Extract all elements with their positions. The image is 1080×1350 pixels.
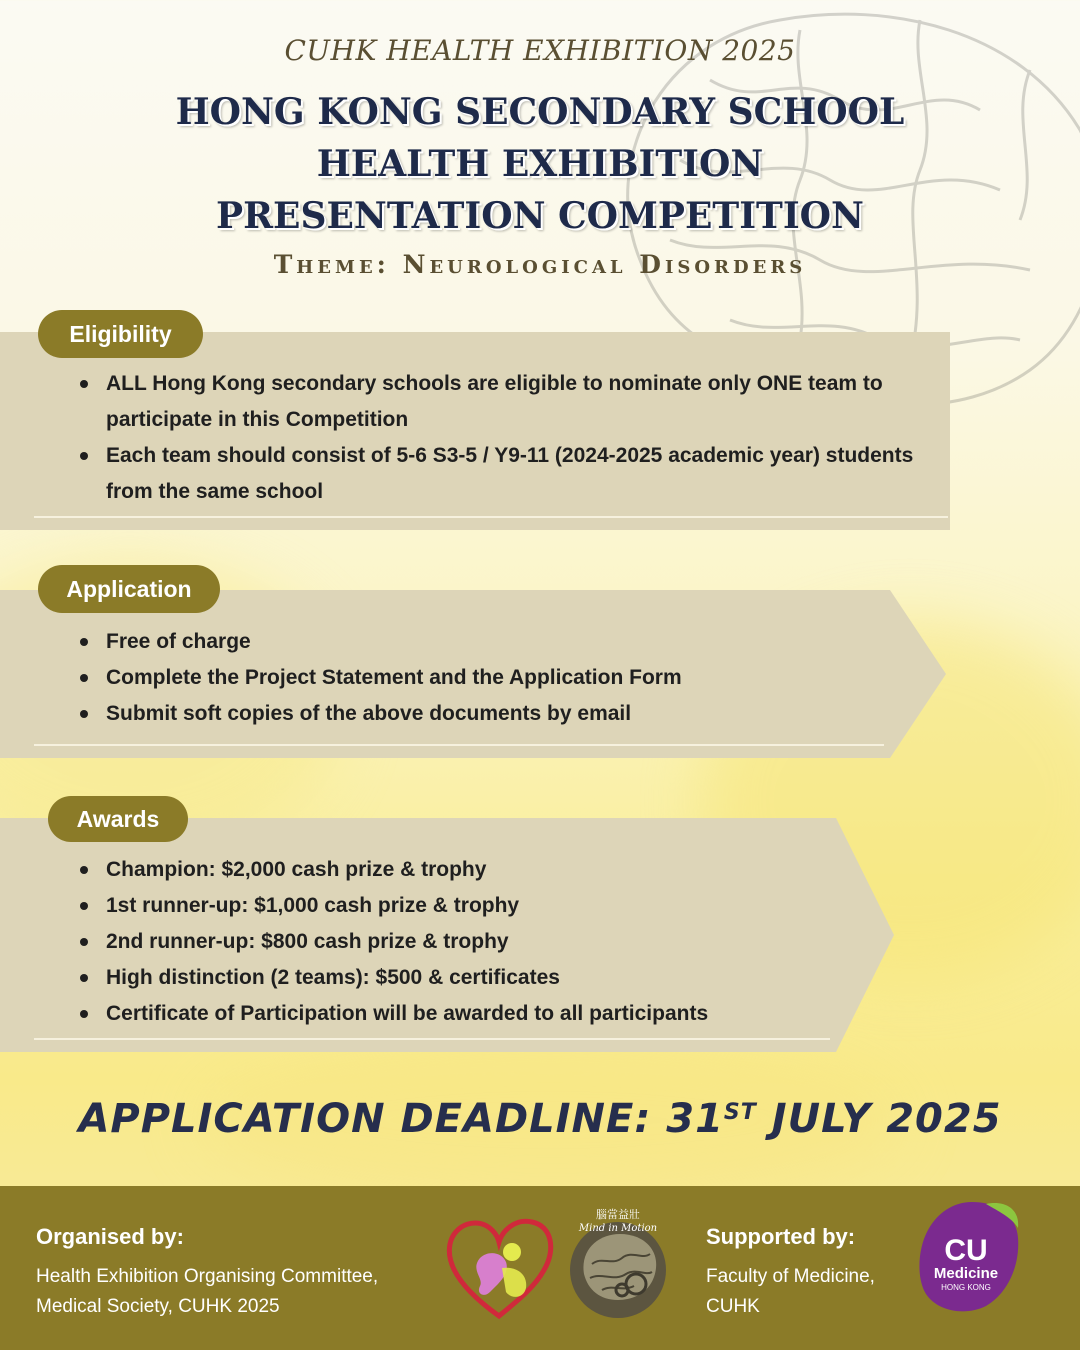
divider-line [34,744,884,746]
list-item: Certificate of Participation will be awarded to all participants [78,996,898,1032]
deadline-prefix: APPLICATION DEADLINE: 31 [78,1096,724,1142]
list-item: 1st runner-up: $1,000 cash prize & trophy [78,888,898,924]
list-item: ALL Hong Kong secondary schools are eligible to nominate only ONE team to participate in this Competition [78,366,958,438]
list-item: Each team should consist of 5-6 S3-5 / Y9-11 (2024-2025 academic year) students from the same school [78,438,958,510]
eligibility-heading: Eligibility [38,310,203,358]
supporter-line: Faculty of Medicine, [706,1266,875,1287]
divider-line [34,516,948,518]
mind-logo-text: Mind in Motion [578,1223,658,1234]
supporter-line: CUHK [706,1296,760,1317]
divider-line [34,1038,830,1040]
awards-heading: Awards [48,796,188,842]
mind-in-motion-logo-icon [562,1204,674,1328]
title-line: HEALTH EXHIBITION [316,143,764,185]
deadline-suffix: JULY 2025 [756,1096,1002,1142]
event-subtitle: CUHK HEALTH EXHIBITION 2025 [284,34,796,67]
deadline-ordinal: ST [723,1100,757,1125]
list-item: High distinction (2 teams): $500 & certificates [78,960,898,996]
supporter-names [706,1262,875,1322]
supported-label: Supported by: [706,1224,856,1249]
application-heading: Application [38,565,220,613]
title-line: HONG KONG SECONDARY SCHOOL [175,91,905,133]
list-item: 2nd runner-up: $800 cash prize & trophy [78,924,898,960]
list-item: Complete the Project Statement and the Application Form [78,660,938,696]
awards-list [78,852,898,1032]
list-item: Submit soft copies of the above documents by email [78,696,938,732]
title-line: PRESENTATION COMPETITION [216,195,864,237]
organised-label: Organised by: [36,1224,184,1249]
application-list [78,624,938,732]
cu-logo-line3: HONG KONG [941,1283,991,1292]
list-item: Free of charge [78,624,938,660]
competition-title [0,86,1080,242]
health-exhibition-logo-icon [440,1208,558,1326]
eligibility-list [78,366,958,510]
theme-line: Theme: Neurological Disorders [273,250,807,279]
organiser-line: Health Exhibition Organising Committee, [36,1266,379,1287]
list-item: Champion: $2,000 cash prize & trophy [78,852,898,888]
organiser-names [36,1262,378,1322]
application-deadline [0,1096,1080,1142]
cu-medicine-logo-icon [914,1198,1024,1318]
footer [0,1186,1080,1350]
mind-logo-cjk: 腦當益壯 [596,1208,640,1221]
cu-logo-line1: CU [944,1234,988,1267]
organiser-line: Medical Society, CUHK 2025 [36,1296,280,1317]
cu-logo-line2: Medicine [933,1265,999,1282]
